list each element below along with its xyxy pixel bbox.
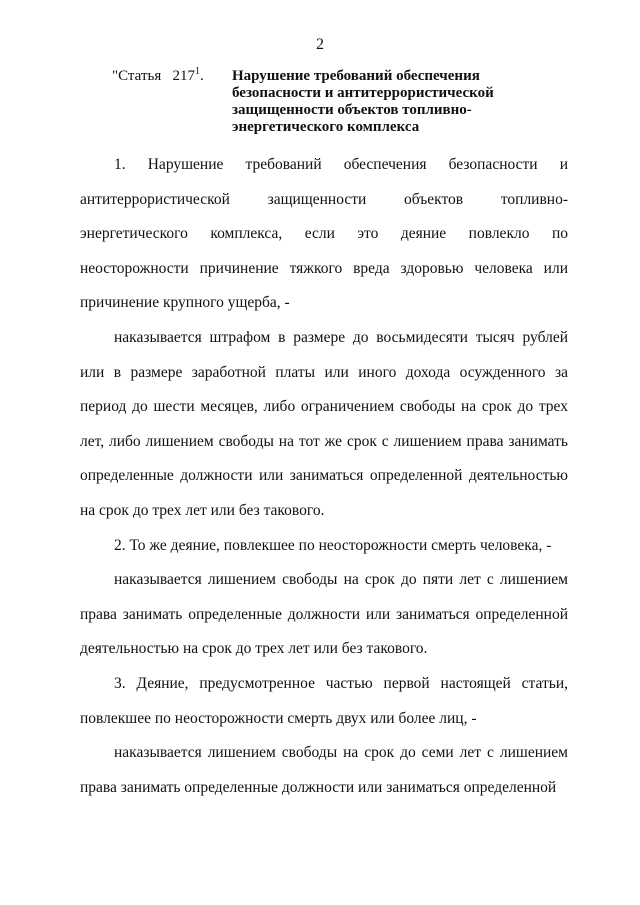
paragraph-penalty-3: наказывается лишением свободы на срок до семи лет с лишением права занимать определенные должности или заниматься определенной xyxy=(80,744,568,796)
article-body xyxy=(80,148,568,805)
article-label xyxy=(112,68,224,85)
paragraph-part-3: 3. Деяние, предусмотренное частью первой настоящей статьи, повлекшее по неосторожности смерть двух или более лиц, - xyxy=(80,674,568,727)
article-label-superscript: 1 xyxy=(194,66,200,77)
paragraph-part-1: 1. Нарушение требований обеспечения безопасности и антитеррористической защищенности объектов топливно-энергетического комплекса, если это деяние повлекло по неосторожности причинение тяжкого вреда здоровью человека или причинение крупного ущерба, - xyxy=(80,156,568,312)
article-label-suffix: . xyxy=(199,68,204,84)
article-title: Нарушение требований обеспечения безопасности и антитеррористической защищенности объектов топливно-энергетического комплекса xyxy=(232,68,494,135)
article-label-text: "Статья 217 xyxy=(112,68,195,84)
paragraph-penalty-2: наказывается лишением свободы на срок до пяти лет с лишением права занимать определенные должности или заниматься определенной деятельностью на срок до трех лет или без такового. xyxy=(80,571,568,658)
paragraph-penalty-1: наказывается штрафом в размере до восьмидесяти тысяч рублей или в размере заработной платы или иного дохода осужденного за период до шести месяцев, либо ограничением свободы на срок до трех лет, либо лишением свободы на тот же срок с лишением права занимать определенные должности или заниматься определенной деятельностью на срок до трех лет или без такового. xyxy=(80,328,568,519)
paragraph-part-2: 2. То же деяние, повлекшее по неосторожности смерть человека, - xyxy=(114,536,552,554)
page-number: 2 xyxy=(316,36,324,53)
